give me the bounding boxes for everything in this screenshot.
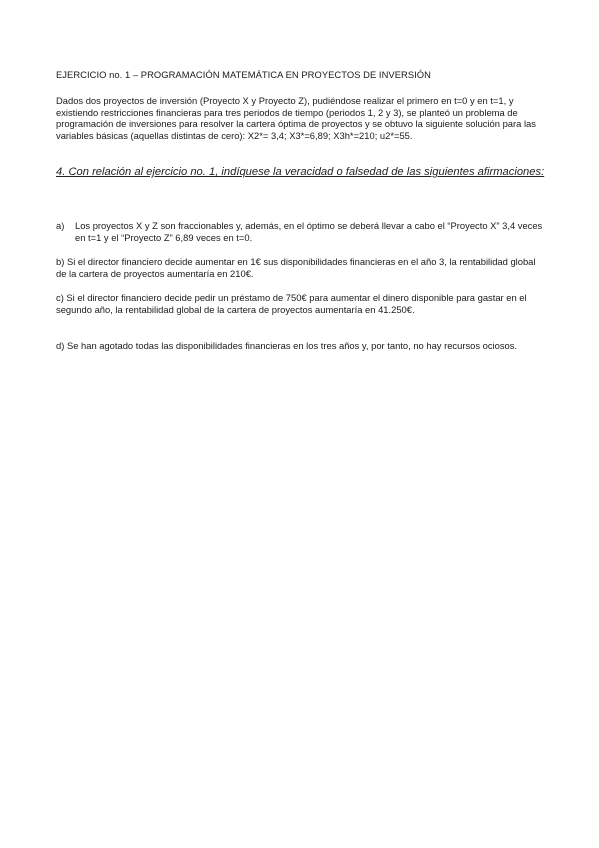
statement-a-text: Los proyectos X y Z son fraccionables y, además, en el óptimo se deberá llevar a cabo el “Proyecto X” 3,4 veces en t=1 y el “Proyecto Z” 6,89 veces en t=0. <box>75 220 543 243</box>
statement-b: b) Si el director financiero decide aumentar en 1€ sus disponibilidades financieras en el año 3, la rentabilidad global de la cartera de proyectos aumentaría en 210€. <box>56 256 536 279</box>
statement-d: d) Se han agotado todas las disponibilidades financieras en los tres años y, por tanto, no hay recursos ociosos. <box>56 340 518 351</box>
exercise-title: EJERCICIO no. 1 – PROGRAMACIÓN MATEMÁTICA EN PROYECTOS DE INVERSIÓN <box>56 69 431 80</box>
exercise-statement: Dados dos proyectos de inversión (Proyecto X y Proyecto Z), pudiéndose realizar el primero en t=0 y en t=1, y existiendo restricciones financieras para tres periodos de tiempo (periodos 1, 2 y 3), se planteó un problema de programación de inversiones para resolver la cartera óptima de proyectos y se obtuvo la siguiente solución para las variables básicas (aquellas distintas de cero): X2*= 3,4; X3*=6,89; X3h*=210; u2*=55. <box>56 95 536 141</box>
statement-c: c) Si el director financiero decide pedir un préstamo de 750€ para aumentar el dinero disponible para gastar en el segundo año, la rentabilidad global de la cartera de proyectos aumentaría en 41.250€. <box>56 292 527 315</box>
statement-a-label: a) <box>56 220 65 231</box>
question-heading: 4. Con relación al ejercicio no. 1, indíquese la veracidad o falsedad de las siguientes afirmaciones: <box>56 166 545 178</box>
statement-a <box>56 220 546 243</box>
